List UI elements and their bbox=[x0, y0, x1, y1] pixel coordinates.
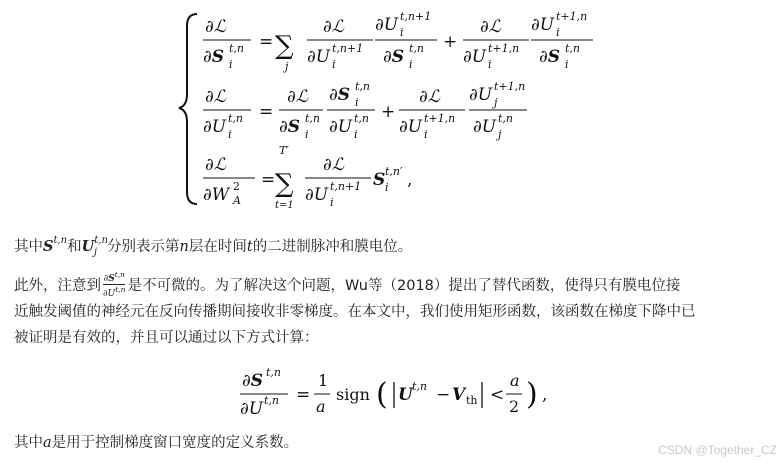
svg-text:j: j bbox=[498, 128, 502, 141]
svg-text:<: < bbox=[490, 385, 505, 405]
svg-text:t,n: t,n bbox=[355, 80, 371, 93]
equation-system bbox=[175, 2, 735, 212]
svg-text:−: − bbox=[436, 385, 451, 405]
svg-text:∂S: ∂S bbox=[203, 47, 225, 67]
svg-text:t,n: t,n bbox=[228, 112, 244, 125]
svg-text:i: i bbox=[305, 128, 309, 141]
watermark: CSDN @Together_CZ bbox=[658, 443, 777, 457]
inline-fraction: $\frac{\partial S^{t,n}}{\partial U^{t,n}}$ bbox=[103, 270, 126, 299]
svg-text:∂ℒ: ∂ℒ bbox=[323, 17, 345, 37]
svg-text:,: , bbox=[407, 170, 413, 190]
p1-layer-time: 层在时间 bbox=[188, 239, 247, 255]
svg-text:+: + bbox=[381, 102, 396, 122]
svg-text:t,n: t,n bbox=[229, 42, 245, 55]
svg-text:t,n+1: t,n+1 bbox=[332, 42, 364, 55]
symbol-U-sup: t,n bbox=[94, 235, 108, 246]
svg-text:∂U: ∂U bbox=[203, 117, 227, 137]
svg-text:∂U: ∂U bbox=[473, 117, 497, 137]
svg-text:,: , bbox=[542, 385, 548, 405]
p3-tail: 是用于控制梯度窗口宽度的定义系数。 bbox=[51, 435, 299, 451]
symbol-U: U bbox=[81, 238, 95, 255]
p1-t: t bbox=[246, 239, 253, 255]
equation-row-2 bbox=[203, 80, 527, 141]
svg-text:∂ℒ: ∂ℒ bbox=[205, 87, 227, 107]
svg-text:∂U: ∂U bbox=[305, 185, 329, 205]
svg-text:∂U: ∂U bbox=[531, 15, 555, 35]
svg-text:i: i bbox=[354, 128, 358, 141]
svg-text:2: 2 bbox=[509, 397, 520, 416]
p1-suffix: 分别表示第 bbox=[107, 239, 180, 255]
left-brace bbox=[179, 14, 197, 204]
svg-text:∂ℒ: ∂ℒ bbox=[323, 155, 345, 175]
svg-text:U: U bbox=[398, 385, 413, 405]
svg-text:t+1,n: t+1,n bbox=[424, 112, 456, 125]
svg-text:t,n: t,n bbox=[498, 112, 514, 125]
svg-text:∂S: ∂S bbox=[383, 47, 405, 67]
svg-text:t+1,n: t+1,n bbox=[494, 80, 526, 93]
svg-text:∂U: ∂U bbox=[329, 117, 353, 137]
svg-text:): ) bbox=[526, 377, 538, 412]
svg-text:∂ℒ: ∂ℒ bbox=[205, 155, 227, 175]
p1-n: n bbox=[179, 239, 189, 255]
svg-text:∂U: ∂U bbox=[375, 15, 399, 35]
symbol-U-sub: j bbox=[93, 247, 98, 258]
svg-text:i: i bbox=[424, 128, 428, 141]
svg-text:∂S: ∂S bbox=[539, 47, 561, 67]
svg-text:i: i bbox=[400, 26, 404, 39]
equation-row-1 bbox=[203, 10, 593, 73]
svg-text:∂W: ∂W bbox=[203, 185, 230, 205]
surrogate-gradient-equation bbox=[236, 364, 576, 424]
svg-text:i: i bbox=[565, 58, 569, 71]
svg-text:t+1,n: t+1,n bbox=[488, 42, 520, 55]
svg-text:i: i bbox=[488, 58, 492, 71]
p3-a: a bbox=[43, 435, 52, 451]
svg-text:=: = bbox=[259, 102, 274, 122]
svg-text:1: 1 bbox=[318, 371, 329, 390]
svg-text:(: ( bbox=[376, 377, 388, 412]
svg-text:i: i bbox=[355, 96, 359, 109]
svg-text:∂S: ∂S bbox=[329, 85, 351, 105]
svg-text:∂U: ∂U bbox=[307, 47, 331, 67]
svg-text:i: i bbox=[228, 128, 232, 141]
svg-text:t+1,n: t+1,n bbox=[556, 10, 588, 23]
svg-text:t,n: t,n bbox=[409, 42, 425, 55]
svg-text:S: S bbox=[373, 170, 386, 190]
svg-text:a: a bbox=[316, 397, 326, 416]
svg-text:t,n: t,n bbox=[412, 380, 428, 393]
svg-text:=: = bbox=[296, 385, 311, 405]
paragraph-1 bbox=[14, 228, 412, 266]
p1-prefix: 其中 bbox=[14, 239, 43, 255]
svg-text:∂ℒ: ∂ℒ bbox=[480, 17, 502, 37]
svg-text:a: a bbox=[510, 371, 520, 390]
p3-prefix: 其中 bbox=[14, 435, 43, 451]
svg-text:i: i bbox=[229, 58, 233, 71]
svg-text:2: 2 bbox=[233, 180, 240, 193]
svg-text:i: i bbox=[409, 58, 413, 71]
svg-text:∂ℒ: ∂ℒ bbox=[419, 87, 441, 107]
symbol-S-sup: t,n bbox=[53, 235, 68, 246]
svg-text:t,n+1: t,n+1 bbox=[330, 180, 362, 193]
svg-text:∂ℒ: ∂ℒ bbox=[287, 87, 309, 107]
p2-line-1 bbox=[14, 270, 774, 299]
svg-text:∑: ∑ bbox=[275, 169, 294, 199]
svg-text:sign: sign bbox=[336, 385, 370, 404]
svg-text:i: i bbox=[332, 58, 336, 71]
svg-text:j: j bbox=[285, 60, 289, 73]
p2-line-2: 近触发阈值的神经元在反向传播期间接收非零梯度。在本文中，我们使用矩形函数，该函数在梯度下降中已 bbox=[14, 304, 696, 320]
svg-text:T′: T′ bbox=[279, 144, 289, 157]
svg-text:t,n′: t,n′ bbox=[385, 165, 403, 178]
svg-text:=: = bbox=[259, 32, 274, 52]
svg-text:∂S: ∂S bbox=[279, 117, 301, 137]
p2-prefix: 此外，注意到 bbox=[14, 278, 101, 294]
paragraph-3 bbox=[14, 430, 298, 456]
svg-text:∂ℒ: ∂ℒ bbox=[205, 17, 227, 37]
svg-text:∂U: ∂U bbox=[399, 117, 423, 137]
svg-text:∑: ∑ bbox=[275, 31, 294, 61]
equation-row-3 bbox=[203, 144, 412, 211]
svg-text:t,n: t,n bbox=[264, 394, 280, 407]
svg-text:+: + bbox=[443, 32, 458, 52]
svg-text:t,n+1: t,n+1 bbox=[400, 10, 432, 23]
svg-text:i: i bbox=[330, 196, 334, 209]
svg-text:t,n: t,n bbox=[305, 112, 321, 125]
svg-text:V: V bbox=[452, 385, 466, 405]
svg-text:∂S: ∂S bbox=[242, 371, 264, 391]
svg-text:∂U: ∂U bbox=[240, 399, 264, 419]
p2-line-3: 被证明是有效的，并且可以通过以下方式计算： bbox=[14, 330, 319, 346]
svg-text:i: i bbox=[385, 181, 389, 194]
p1-tail: 的二进制脉冲和膜电位。 bbox=[252, 239, 413, 255]
paragraph-2 bbox=[14, 270, 774, 351]
svg-text:t,n: t,n bbox=[354, 112, 370, 125]
svg-text:t,n: t,n bbox=[266, 366, 282, 379]
symbol-S: S bbox=[43, 238, 54, 255]
svg-text:∂U: ∂U bbox=[463, 47, 487, 67]
svg-text:th: th bbox=[466, 394, 478, 407]
svg-text:∂U: ∂U bbox=[469, 85, 493, 105]
svg-text:i: i bbox=[556, 26, 560, 39]
svg-text:A: A bbox=[233, 194, 241, 207]
p2-line1-tail: 是不可微的。为了解决这个问题，Wu等（2018）提出了替代函数，使得只有膜电位接 bbox=[127, 278, 681, 294]
svg-text:j: j bbox=[494, 96, 498, 109]
svg-text:t=1: t=1 bbox=[275, 200, 294, 211]
svg-text:=: = bbox=[261, 170, 276, 190]
svg-text:t,n: t,n bbox=[565, 42, 581, 55]
p1-and: 和 bbox=[67, 239, 82, 255]
